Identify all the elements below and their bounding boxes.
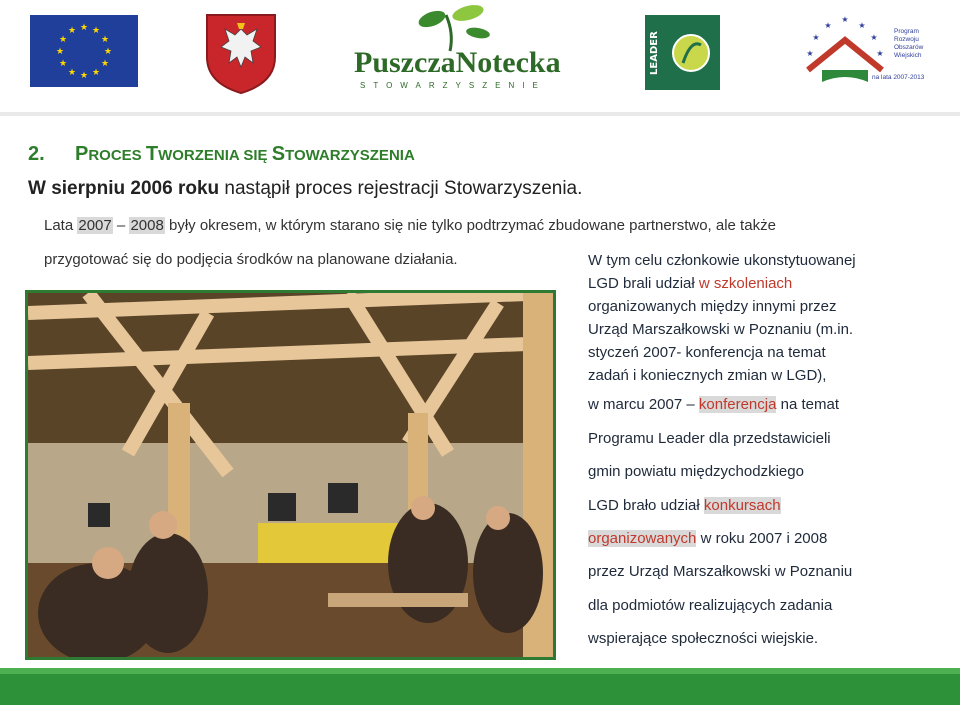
text-line: W tym celu członkowie ukonstytuowanej	[588, 252, 856, 269]
text-line: gmin powiatu międzychodzkiego	[588, 463, 804, 480]
svg-text:★: ★	[58, 59, 68, 69]
svg-text:★: ★	[79, 71, 89, 81]
puszcza-notecka-logo	[350, 3, 562, 95]
eagle-crest-icon	[203, 11, 279, 95]
svg-text:★: ★	[79, 23, 89, 33]
meeting-photo	[25, 290, 556, 660]
text-line: LGD brało udział konkursach	[588, 497, 781, 514]
svg-text:★: ★	[824, 21, 832, 30]
svg-text:★: ★	[58, 35, 68, 45]
svg-text:★: ★	[806, 49, 814, 58]
text-line: zadań i koniecznych zmian w LGD),	[588, 367, 827, 384]
svg-text:★: ★	[876, 49, 884, 58]
wielkopolska-crest-logo	[203, 11, 279, 95]
highlight-konkursach: konkursach	[703, 497, 781, 514]
text-line: styczeń 2007- konferencja na temat	[588, 344, 826, 361]
section-title: 2. PROCES TWORZENIA SIĘ STOWARZYSZENIA	[28, 143, 415, 165]
puszcza-notecka-name: PuszczaNotecka	[354, 46, 561, 79]
prow-logo	[800, 12, 932, 92]
header-divider	[0, 112, 960, 116]
text-line: organizowanych między innymi przez	[588, 298, 837, 315]
text-line: organizowanych w roku 2007 i 2008	[588, 530, 828, 547]
prow-program-name: Program Rozwoju Obszarów Wiejskich	[894, 28, 924, 59]
svg-text:★: ★	[55, 47, 65, 57]
footer-stripe	[0, 668, 960, 674]
svg-text:★: ★	[100, 59, 110, 69]
text-line: wspierające społeczności wiejskie.	[588, 630, 819, 647]
text-line: dla podmiotów realizujących zadania	[588, 597, 833, 614]
leader-emblem-icon	[645, 15, 720, 90]
svg-text:★: ★	[841, 15, 849, 24]
svg-text:★: ★	[67, 26, 77, 36]
svg-text:★: ★	[103, 47, 113, 57]
svg-text:★: ★	[812, 33, 820, 42]
year-2007: 2007	[78, 217, 112, 234]
svg-text:★: ★	[91, 26, 101, 36]
highlight-konferencja: konferencja	[698, 396, 777, 413]
text-line: przez Urząd Marszałkowski w Poznaniu	[588, 563, 853, 580]
svg-text:LEADER: LEADER	[649, 31, 660, 75]
prow-years: na lata 2007-2013	[872, 74, 925, 81]
footer-bar	[0, 668, 960, 705]
text-line: LGD brali udział w szkoleniach	[588, 275, 793, 292]
eu-stars-icon	[30, 15, 138, 87]
text-line: w marcu 2007 – konferencja na temat	[588, 396, 839, 413]
puszcza-notecka-subtitle: STOWARZYSZENIE	[360, 81, 546, 90]
svg-text:★: ★	[67, 68, 77, 78]
svg-text:★: ★	[858, 21, 866, 30]
eu-flag-logo	[30, 15, 138, 87]
highlight-szkoleniach: w szkoleniach	[698, 275, 793, 292]
svg-text:★: ★	[870, 33, 878, 42]
svg-text:★: ★	[91, 68, 101, 78]
lead-sentence: W sierpniu 2006 roku nastąpił proces rejestracji Stowarzyszenia.	[28, 178, 583, 199]
timber-hall-photo-image	[28, 293, 553, 657]
leader-logo	[645, 15, 720, 90]
year-2008: 2008	[130, 217, 164, 234]
highlight-organizowanych: organizowanych	[588, 530, 697, 547]
section-number: 2.	[28, 143, 45, 165]
paragraph-years: Lata 2007 – 2008 były okresem, w którym starano się nie tylko podtrzymać zbudowane partnerstwo, ale także	[44, 217, 776, 234]
svg-text:★: ★	[100, 35, 110, 45]
paragraph-preparation: przygotować się do podjęcia środków na planowane działania.	[44, 251, 458, 268]
text-line: Urząd Marszałkowski w Poznaniu (m.in.	[588, 321, 854, 338]
text-line: Programu Leader dla przedstawicieli	[588, 430, 831, 447]
